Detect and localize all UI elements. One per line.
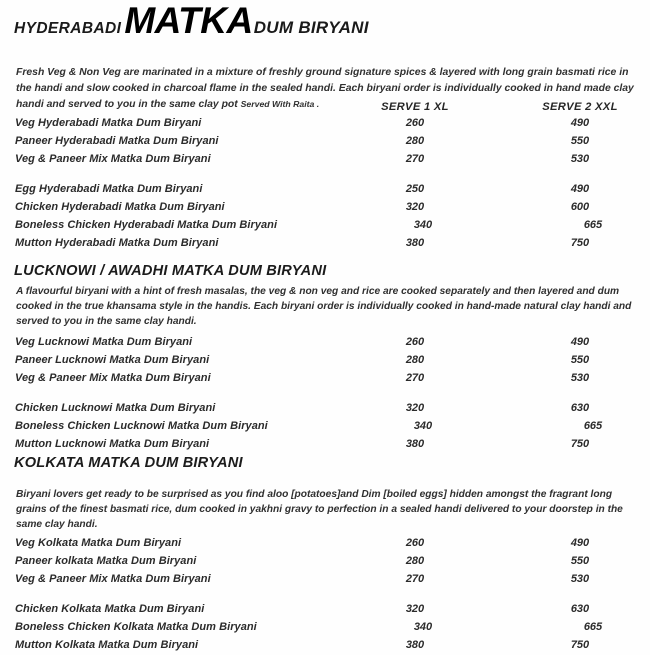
menu-item-price-serve-2: 530 [570,153,590,165]
menu-item-name: Veg & Paneer Mix Matka Dum Biryani [15,573,211,585]
menu-item-name: Egg Hyderabadi Matka Dum Biryani [15,183,203,195]
menu-item-row [0,354,650,372]
menu-item-price-serve-1: 280 [405,555,425,567]
intro-body: are marinated in a mixture of freshly ground signature spices & layered with long grain basmati rice in the handi and slow cooked in charcoal flame in the sealed handi. Each biryani order is individually cooked in hand made clay handi and served to you in the same clay pot [16,67,634,110]
menu-item-price-serve-2: 490 [570,183,590,195]
menu-item-name: Veg & Paneer Mix Matka Dum Biryani [15,153,211,165]
menu-item-name: Chicken Hyderabadi Matka Dum Biryani [15,201,225,213]
menu-item-price-serve-2: 530 [570,372,590,384]
menu-item-name: Paneer kolkata Matka Dum Biryani [15,555,197,567]
menu-item-price-serve-2: 630 [570,402,590,414]
menu-item-name: Veg Lucknowi Matka Dum Biryani [15,336,193,348]
menu-item-price-serve-1: 260 [405,117,425,129]
section-description-kolkata: Biryani lovers get ready to be surprised as you find aloo [potatoes]and Dim [boiled eggs] hidden amongst the fragrant long grains of the finest basmati rice, dum cooked in yakhni gravy to perfection in a sealed handi delivered to your doorstep in the same clay handi. [16,489,623,531]
menu-item-row [0,621,650,639]
menu-item-row [0,372,650,390]
menu-item-row [0,420,650,438]
column-header-serve-1-xl: SERVE 1 XL [381,101,449,113]
menu-item-price-serve-1: 250 [405,183,425,195]
menu-item-price-serve-2: 490 [570,537,590,549]
menu-item-price-serve-2: 490 [570,117,590,129]
intro-lead: Fresh Veg & Non Veg [16,67,121,79]
menu-item-name: Veg Kolkata Matka Dum Biryani [15,537,182,549]
menu-item-name: Chicken Lucknowi Matka Dum Biryani [15,402,216,414]
menu-item-name: Mutton Lucknowi Matka Dum Biryani [15,438,210,450]
menu-item-name: Boneless Chicken Kolkata Matka Dum Biryani [15,621,257,633]
menu-item-price-serve-1: 260 [405,336,425,348]
menu-item-price-serve-1: 280 [405,354,425,366]
menu-item-price-serve-2: 550 [570,354,590,366]
menu-item-name: Boneless Chicken Hyderabadi Matka Dum Biryani [15,219,278,231]
masthead-title: MATKA [124,0,253,41]
menu-item-price-serve-1: 320 [405,603,425,615]
menu-item-price-serve-2: 665 [583,219,603,231]
menu-masthead [14,2,634,39]
menu-item-price-serve-1: 380 [405,438,425,450]
menu-item-price-serve-2: 665 [583,621,603,633]
menu-item-name: Chicken Kolkata Matka Dum Biryani [15,603,205,615]
menu-item-row [0,237,650,255]
masthead-prefix: HYDERABADI [14,20,122,37]
menu-item-price-serve-1: 320 [405,201,425,213]
menu-item-price-serve-2: 550 [570,135,590,147]
menu-item-row [0,573,650,591]
item-list-lucknowi [0,336,650,456]
menu-item-price-serve-1: 340 [413,420,433,432]
menu-item-name: Mutton Kolkata Matka Dum Biryani [15,639,199,651]
menu-item-price-serve-1: 270 [405,573,425,585]
menu-item-price-serve-1: 340 [413,621,433,633]
menu-item-price-serve-1: 270 [405,153,425,165]
menu-item-row [0,591,650,621]
section-title-lucknowi: LUCKNOWI / AWADHI MATKA DUM BIRYANI [14,263,327,279]
intro-fineprint: Served With Raita . [240,98,320,109]
menu-item-row [0,117,650,135]
section-title-kolkata: KOLKATA MATKA DUM BIRYANI [14,455,243,471]
menu-item-price-serve-1: 320 [405,402,425,414]
menu-item-name: Paneer Hyderabadi Matka Dum Biryani [15,135,219,147]
column-header-serve-2-xxl: SERVE 2 XXL [542,101,618,113]
menu-item-row [0,438,650,456]
menu-item-row [0,153,650,171]
menu-item-price-serve-2: 630 [570,603,590,615]
menu-item-price-serve-2: 530 [570,573,590,585]
menu-item-name: Veg Hyderabadi Matka Dum Biryani [15,117,202,129]
menu-item-name: Veg & Paneer Mix Matka Dum Biryani [15,372,211,384]
menu-item-price-serve-1: 380 [405,639,425,651]
item-list-kolkata [0,537,650,657]
menu-item-row [0,219,650,237]
menu-item-price-serve-1: 260 [405,537,425,549]
menu-item-row [0,201,650,219]
menu-item-price-serve-1: 380 [405,237,425,249]
menu-item-price-serve-2: 750 [570,438,590,450]
menu-item-price-serve-2: 600 [570,201,590,213]
item-list-hyderabadi [0,117,650,255]
menu-item-price-serve-2: 490 [570,336,590,348]
menu-item-price-serve-1: 280 [405,135,425,147]
menu-item-name: Mutton Hyderabadi Matka Dum Biryani [15,237,219,249]
menu-item-name: Paneer Lucknowi Matka Dum Biryani [15,354,210,366]
menu-item-row [0,555,650,573]
price-column-headers [0,98,650,115]
menu-item-row [0,639,650,657]
menu-item-name: Boneless Chicken Lucknowi Matka Dum Biryani [15,420,268,432]
menu-item-row [0,336,650,354]
menu-item-price-serve-2: 665 [583,420,603,432]
menu-item-row [0,390,650,420]
masthead-suffix: DUM BIRYANI [253,18,369,37]
menu-item-price-serve-1: 270 [405,372,425,384]
menu-item-row [0,171,650,201]
menu-item-price-serve-1: 340 [413,219,433,231]
menu-item-price-serve-2: 750 [570,237,590,249]
menu-item-price-serve-2: 550 [570,555,590,567]
menu-item-price-serve-2: 750 [570,639,590,651]
menu-item-row [0,537,650,555]
menu-item-row [0,135,650,153]
section-description-lucknowi: A flavourful biryani with a hint of fresh masalas, the veg & non veg and rice are cooked separately and then layered and dum cooked in the true khansama style in the handis. Each biryani order is individually cooked in hand-made natural clay handi and served to you in the same clay handi. [16,286,632,328]
